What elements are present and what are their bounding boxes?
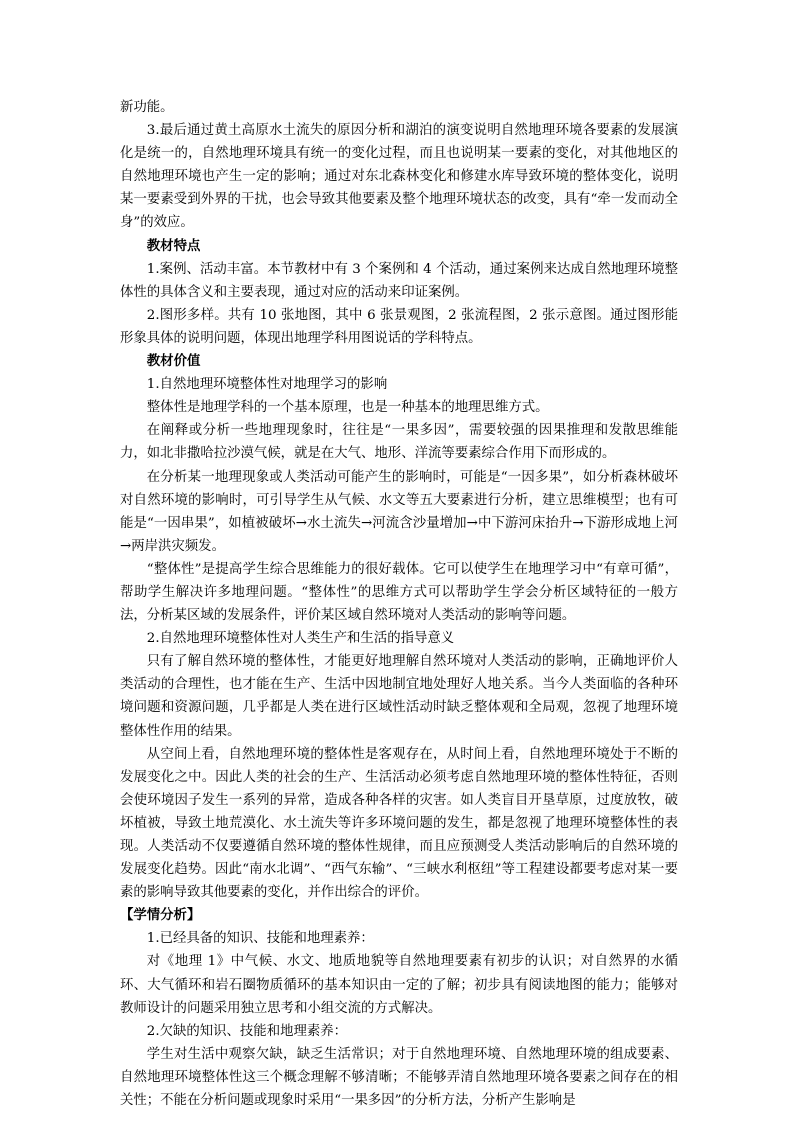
chapter-heading: 【学情分析】 [120,907,201,924]
paragraph: 从空间上看，自然地理环境的整体性是客观存在，从时间上看，自然地理环境处于不断的发展变化之中。因此人类的社会的生产、生活活动必须考虑自然地理环境的整体性特征，否则会使环境因子发生一系列的异常，造成各种各样的灾害。如人类盲目开垦草原，过度放牧，破坏植被，导致土地荒漠化、水土流失等许多环境问题的发生，都是忽视了地理环境整体性的表现。人类活动不仅要遵循自然环境的整体性规律，而且应预测受人类活动影响后的自然环境的发展变化趋势。因此“南水北调”、“西气东输”、“三峡水利枢纽”等工程建设都要考虑对某一要素的影响导致其他要素的变化，并作出综合的评价。 [120,746,678,901]
paragraph: 1.案例、活动丰富。本节教材中有 3 个案例和 4 个活动，通过案例来达成自然地理环境整体性的具体含义和主要表现，通过对应的活动来印证案例。 [120,261,678,300]
paragraph: 2.欠缺的知识、技能和地理素养： [146,1023,348,1039]
paragraph: 2.自然地理环境整体性对人类生产和生活的指导意义 [146,631,455,647]
document-page [120,96,678,1112]
paragraph: 学生对生活中观察欠缺，缺乏生活常识；对于自然地理环境、自然地理环境的组成要素、自然地理环境整体性这三个概念理解不够清晰；不能够弄清自然地理环境各要素之间存在的相关性；不能在分析问题或现象时采用“一果多因”的分析方法，分析产生影响是 [120,1046,678,1109]
paragraph: 只有了解自然环境的整体性，才能更好地理解自然环境对人类活动的影响，正确地评价人类活动的合理性，也才能在生产、生活中因地制宜地处理好人地关系。当今人类面临的各种环境问题和资源问题，几乎都是人类在进行区域性活动时缺乏整体观和全局观，忽视了地理环境整体性作用的结果。 [120,654,678,739]
paragraph: 在分析某一地理现象或人类活动可能产生的影响时，可能是“一因多果”，如分析森林破坏对自然环境的影响时，可引导学生从气候、水文等五大要素进行分析，建立思维模型；也有可能是“一因串果”，如植被破坏→水土流失→河流含沙量增加→中下游河床抬升→下游形成地上河→两岸洪灾频发。 [120,469,678,554]
paragraph: “整体性”是提高学生综合思维能力的很好载体。它可以使学生在地理学习中“有章可循”，帮助学生解决许多地理问题。“整体性”的思维方式可以帮助学生学会分析区域特征的一般方法，分析某区域的发展条件，评价某区域自然环境对人类活动的影响等问题。 [120,561,678,624]
paragraph: 2.图形多样。共有 10 张地图，其中 6 张景观图，2 张流程图，2 张示意图。通过图形能形象具体的说明问题，体现出地理学科用图说话的学科特点。 [120,307,678,346]
section-heading: 教材特点 [146,237,201,254]
paragraph: 1.已经具备的知识、技能和地理素养： [146,931,374,947]
paragraph: 1.自然地理环境整体性对地理学习的影响 [146,377,388,393]
paragraph: 对《地理 1》中气候、水文、地质地貌等自然地理要素有初步的认识；对自然界的水循环、大气循环和岩石圈物质循环的基本知识由一定的了解；初步具有阅读地图的能力；能够对教师设计的问题采用独立思考和小组交流的方式解决。 [120,954,678,1016]
paragraph: 在阐释或分析一些地理现象时，往往是“一果多因”，需要较强的因果推理和发散思维能力，如北非撒哈拉沙漠气候，就是在大气、地形、洋流等要素综合作用下而形成的。 [120,423,678,462]
paragraph: 整体性是地理学科的一个基本原理，也是一种基本的地理思维方式。 [146,400,549,416]
paragraph: 新功能。 [120,100,174,115]
section-heading: 教材价值 [146,353,201,370]
paragraph: 3.最后通过黄土高原水土流失的原因分析和湖泊的演变说明自然地理环境各要素的发展演化是统一的，自然地理环境具有统一的变化过程，而且也说明某一要素的变化，对其他地区的自然地理环境也产生一定的影响；通过对东北森林变化和修建水库导致环境的整体变化，说明某一要素受到外界的干扰，也会导致其他要素及整个地理环境状态的改变，具有“牵一发而动全身”的效应。 [120,123,678,231]
